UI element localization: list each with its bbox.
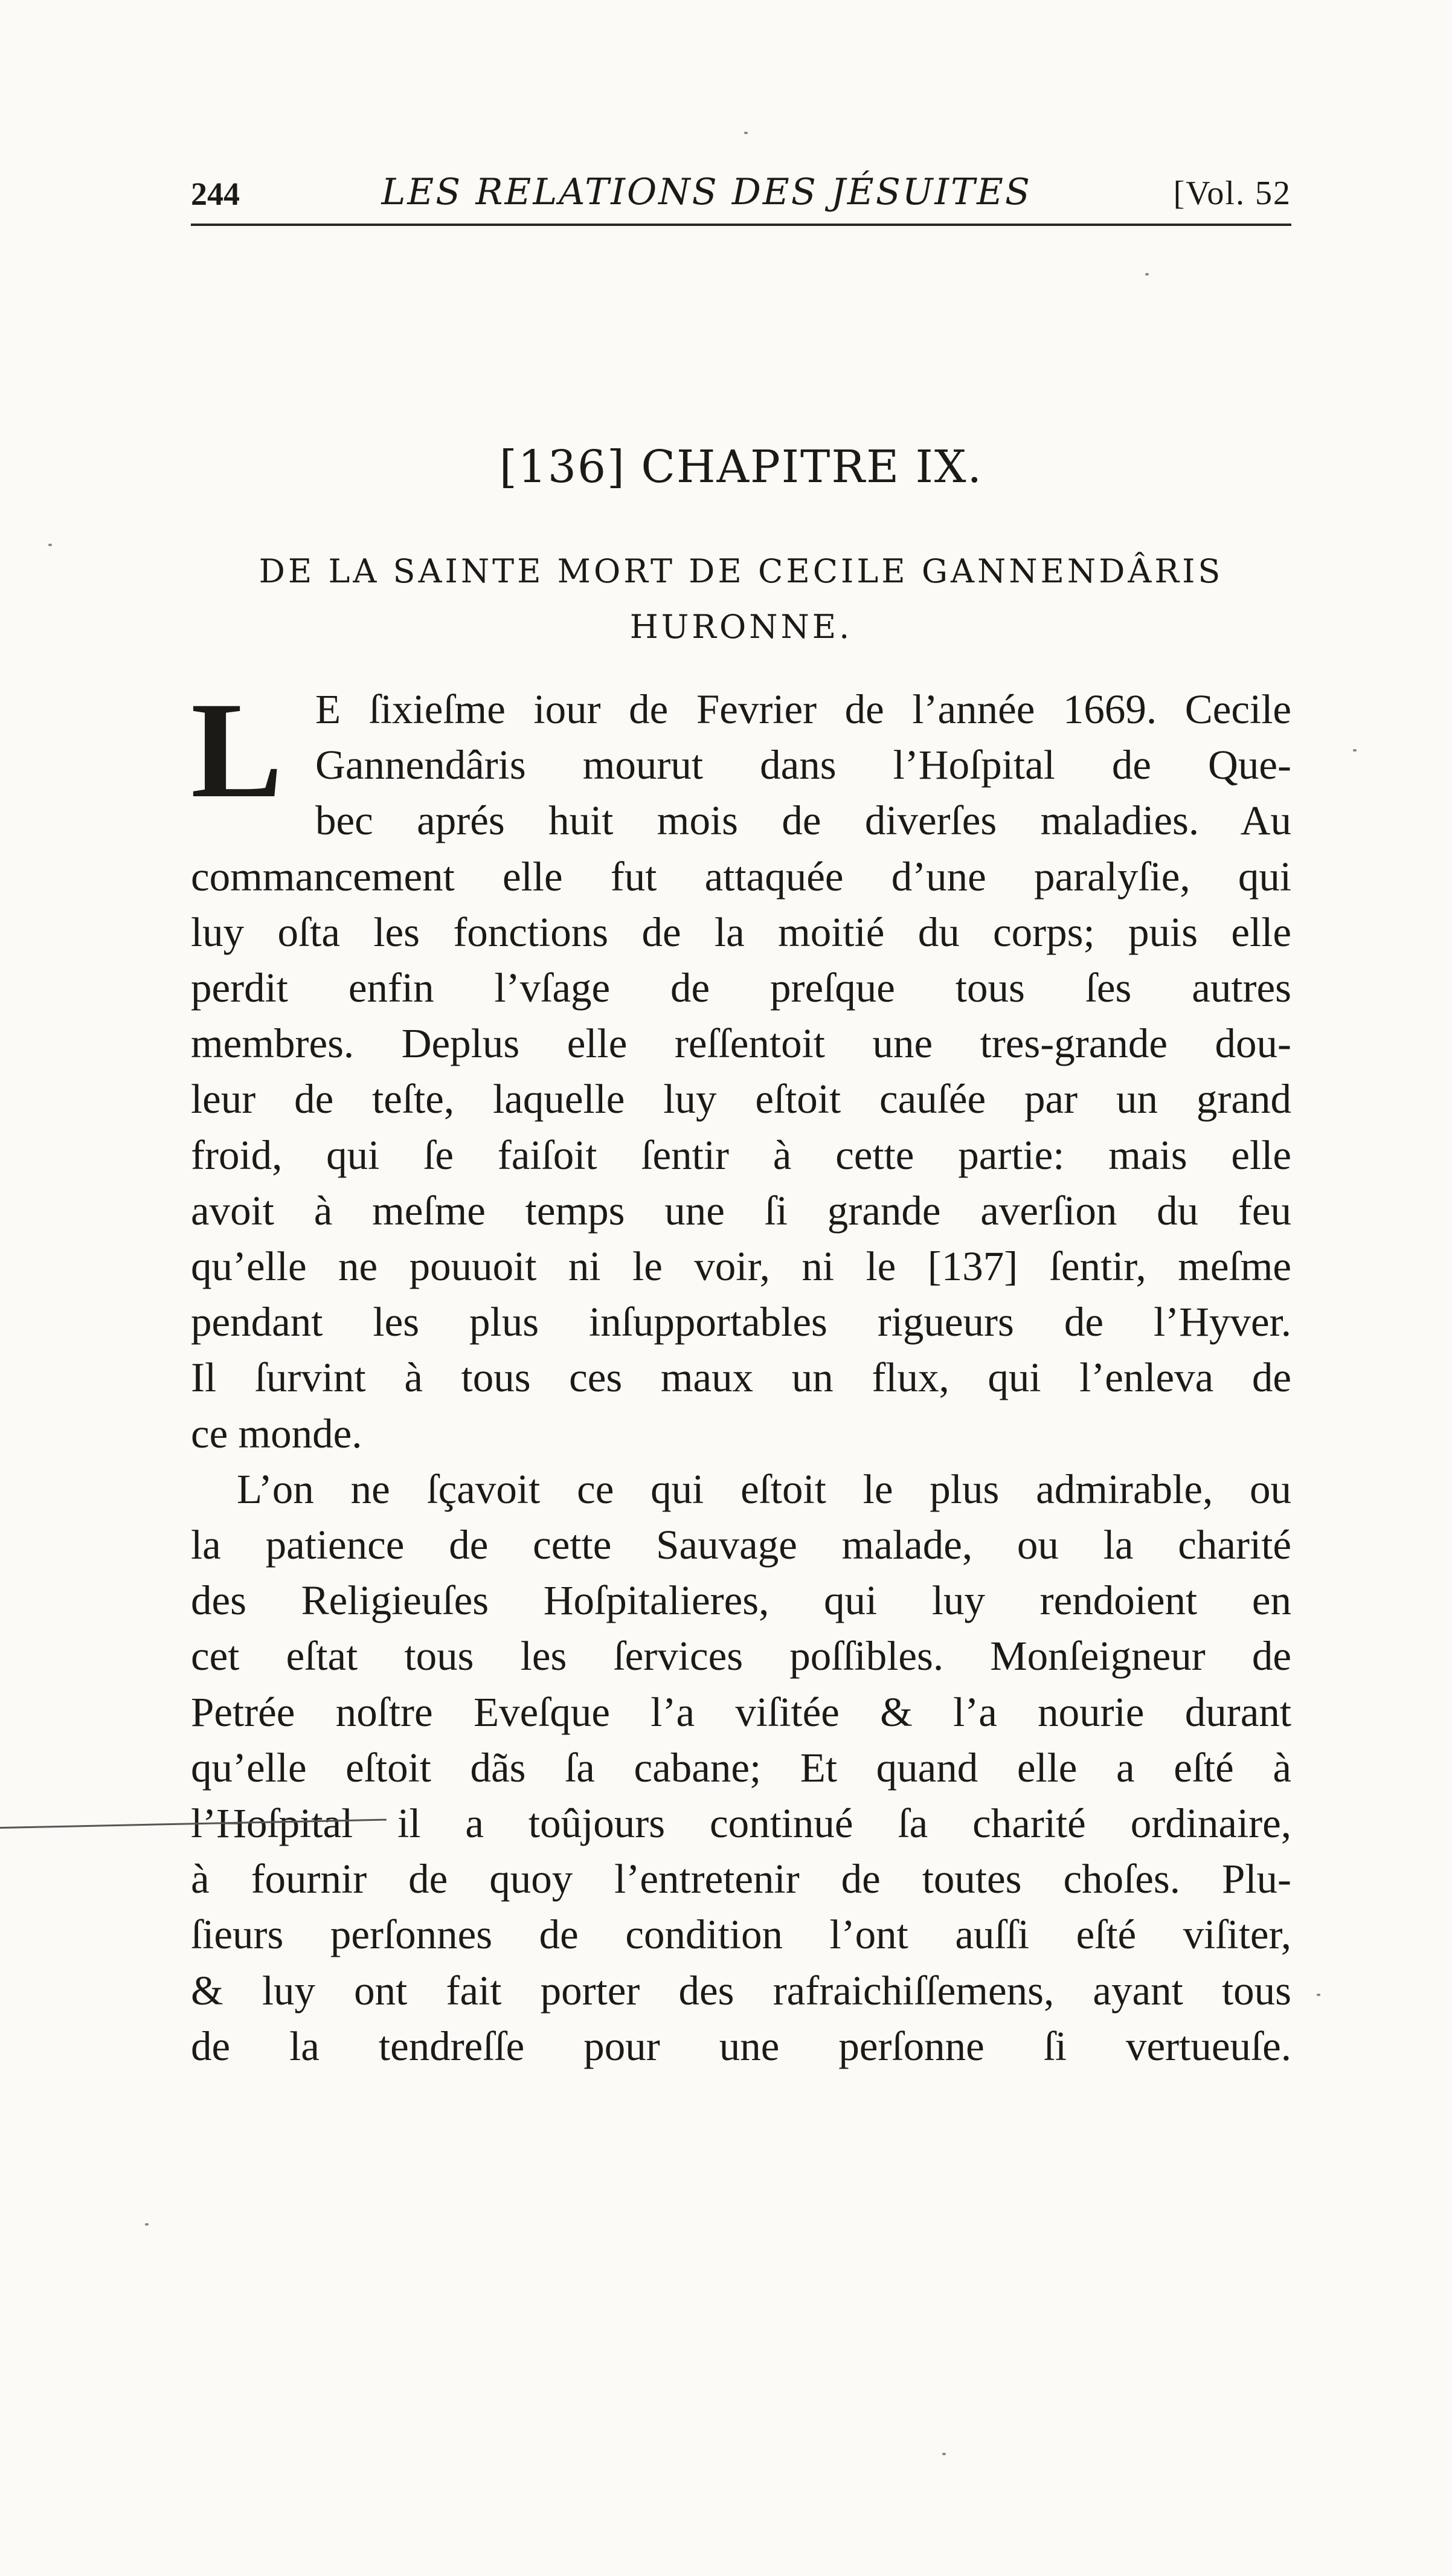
text-line: Il ſurvint à tous ces maux un flux, qui l’enleva de xyxy=(191,1354,1291,1401)
text-line: E ſixieſme iour de Fevrier de l’année 1669. Cecile xyxy=(315,686,1291,732)
text-line: des Religieuſes Hoſpitalieres, qui luy rendoient en xyxy=(191,1577,1291,1624)
drop-cap: L xyxy=(191,674,283,826)
paper-speck xyxy=(942,2453,946,2455)
running-header xyxy=(191,162,1291,213)
header-rule xyxy=(191,224,1291,226)
text-line: ce monde. xyxy=(191,1410,362,1457)
text-line: à fournir de quoy l’entretenir de toutes choſes. Plu- xyxy=(191,1856,1291,1902)
text-line: perdit enfin l’vſage de preſque tous ſes autres xyxy=(191,965,1291,1011)
text-line: Gannendâris mourut dans l’Hoſpital de Que- xyxy=(315,742,1291,788)
paper-speck xyxy=(145,2223,149,2226)
text-line: qu’elle ne pouuoit ni le voir, ni le [137] ſentir, meſme xyxy=(191,1243,1291,1290)
body-text xyxy=(191,674,1291,2074)
text-line: leur de teſte, laquelle luy eſtoit cauſée par un grand xyxy=(191,1076,1291,1122)
text-line: commancement elle fut attaquée d’une paralyſie, qui xyxy=(191,853,1291,900)
text-line: L’on ne ſçavoit ce qui eſtoit le plus admirable, ou xyxy=(237,1466,1291,1512)
text-line: & luy ont fait porter des rafraichiſſemens, ayant tous xyxy=(191,1967,1291,2014)
text-line: avoit à meſme temps une ſi grande averſion du feu xyxy=(191,1187,1291,1234)
text-line: luy oſta les fonctions de la moitié du corps; puis elle xyxy=(191,909,1291,955)
chapter-subtitle xyxy=(191,544,1291,655)
text-line: membres. Deplus elle reſſentoit une tres-grande dou- xyxy=(191,1020,1291,1067)
volume-label: [Vol. 52 xyxy=(1173,175,1291,212)
text-line: pendant les plus inſupportables rigueurs de l’Hyver. xyxy=(191,1299,1291,1345)
text-line: ſieurs perſonnes de condition l’ont auſſi eſté viſiter, xyxy=(191,1911,1291,1958)
text-line: Petrée noſtre Eveſque l’a viſitée & l’a nourie durant xyxy=(191,1689,1291,1735)
paper-speck xyxy=(1317,1994,1320,1996)
text-line: bec aprés huit mois de diverſes maladies. Au xyxy=(315,797,1291,844)
text-line: l’Hoſpital il a toûjours continué ſa charité ordinaire, xyxy=(191,1800,1291,1847)
paper-speck xyxy=(744,132,748,134)
text-line: cet eſtat tous les ſervices poſſibles. Monſeigneur de xyxy=(191,1633,1291,1679)
text-line: froid, qui ſe faiſoit ſentir à cette partie: mais elle xyxy=(191,1132,1291,1178)
subtitle-line-2: HURONNE. xyxy=(629,608,853,646)
text-line: la patience de cette Sauvage malade, ou la charité xyxy=(191,1522,1291,1568)
page-number: 244 xyxy=(191,176,240,212)
paper-speck xyxy=(1145,273,1149,275)
text-line: de la tendreſſe pour une perſonne ſi vertueuſe. xyxy=(191,2023,1291,2069)
subtitle-line-1: DE LA SAINTE MORT DE CECILE GANNENDÂRIS xyxy=(259,552,1224,590)
paper-speck xyxy=(1353,749,1357,752)
running-title: LES RELATIONS DES JÉSUITES xyxy=(381,171,1032,213)
chapter-title: [136] CHAPITRE IX. xyxy=(499,441,983,493)
paper-speck xyxy=(48,544,52,546)
text-line: qu’elle eſtoit dãs ſa cabane; Et quand elle a eſté à xyxy=(191,1744,1291,1791)
